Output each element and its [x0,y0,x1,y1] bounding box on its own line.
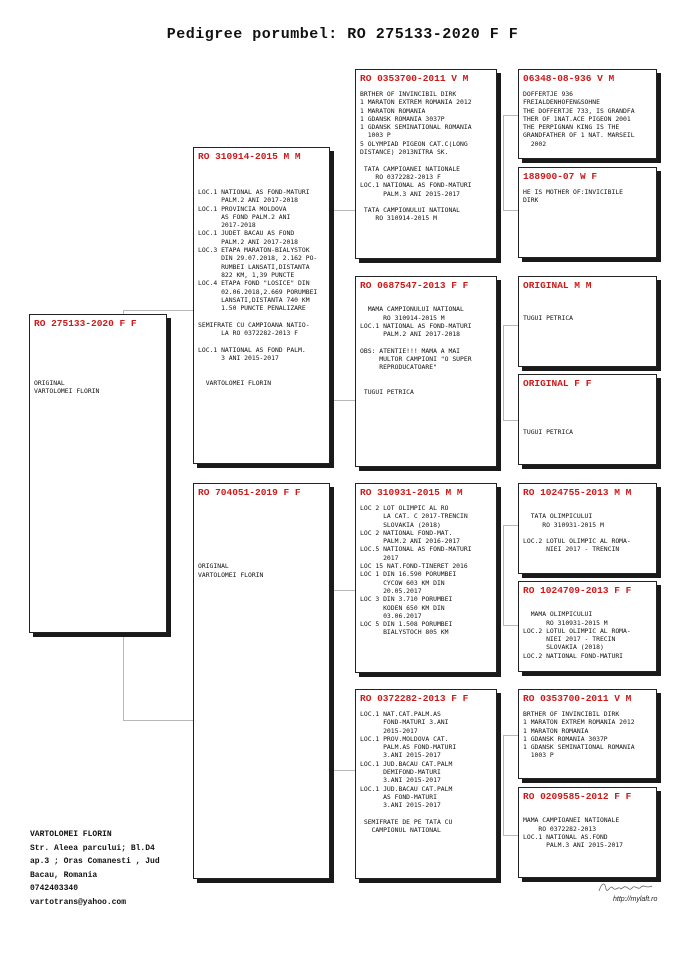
ring-number: RO 1024755-2013 M M [523,487,632,498]
pedigree-notes: DOFFERTJE 936 FREIALDENHOFEN&SOHNE THE DOFFERTJE 733, IS GRANDFA THER OF 1NAT.ACE PIGEON 2001 THE PERPIGNAN KING IS THE GRANDFATHER OF 1 NAT. MARSEIL 2002 [523,90,635,148]
connector-line [503,625,518,626]
brand-url: http://mylaft.ro [613,896,658,903]
pigeon-card-gen3-6 [518,581,657,672]
pigeon-card-gen3-5 [518,483,657,574]
pedigree-notes: ORIGINAL VARTOLOMEI FLORIN [34,379,100,396]
pigeon-card-gen3-3 [518,276,657,367]
signature-logo [596,880,656,896]
ring-number: RO 0353700-2011 V M [360,73,469,84]
ring-number: RO 1024709-2013 F F [523,585,632,596]
pigeon-card-dam-dam [355,689,497,879]
pedigree-notes: BRTHER OF INVINCIBIL DIRK 1 MARATON EXTREM ROMANIA 2012 1 MARATON ROMANIA 1 GDANSK ROMANIA 3037P 1 GDANSK SEMINATIONAL ROMANIA 1003 P 5 OLYMPIAD PIGEON CAT.C(LONG DISTANCE) 2013NITRA SK. TATA CAMPIOANEI NATIONALE RO 0372282-2013 F LOC.1 NATIONAL AS FOND-MATURI PALM.3 ANI 2015-2017 TATA CAMPIONULUI NATIONAL RO 310914-2015 M [360,90,472,223]
pedigree-notes: HE IS MOTHER OF:INVICIBILE DIRK [523,188,624,205]
owner-email: vartotrans@yahoo.com [30,897,127,907]
pedigree-notes: MAMA OLIMPICULUI RO 310931-2015 M LOC.2 LOTUL OLIMPIC AL ROMA- NIEI 2017 - TRECIN SLOVAKIA (2018) LOC.2 NATIONAL FOND-MATURI [523,610,631,660]
owner-phone: 0742403340 [30,884,79,893]
owner-address-line: Bacau, Romania [30,870,98,880]
pedigree-notes: ORIGINAL VARTOLOMEI FLORIN [198,562,264,579]
connector-line [330,770,355,771]
pigeon-card-subject [29,314,167,633]
connector-line [330,590,355,591]
connector-line [123,310,193,311]
pedigree-notes: LOC.1 NAT.CAT.PALM.AS FOND-MATURI 3.ANI 2015-2017 LOC.1 PROV.MOLDOVA CAT. PALM.AS FOND-MATURI 3.ANI 2015-2017 LOC.1 JUD.BACAU CAT.PALM DEMIFOND-MATURI 3.ANI 2015-2017 LOC.1 JUD.BACAU CAT.PALM AS FOND-MATURI 3.ANI 2015-2017 SEMIFRATE DE PE TATA CU CAMPIONUL NATIONAL [360,710,457,835]
connector-line [330,590,331,770]
ring-number: 06348-08-936 V M [523,73,615,84]
ring-number: RO 275133-2020 F F [34,318,137,329]
ring-number: RO 0209585-2012 F F [523,791,632,802]
connector-line [503,835,518,836]
connector-line [330,210,331,400]
pigeon-card-sire-dam [355,276,497,467]
pedigree-notes: MAMA CAMPIONULUI NATIONAL RO 310914-2015 M LOC.1 NATIONAL AS FOND-MATURI PALM.2 ANI 2017-2018 OBS: ATENTIE!!! MAMA A MAI MULTOR CAMPIONI "O SUPER REPRODUCATOARE" TUGUI PETRICA [360,305,472,397]
connector-line [503,735,504,835]
pedigree-notes: BRTHER OF INVINCIBIL DIRK 1 MARATON EXTREM ROMANIA 2012 1 MARATON ROMANIA 1 GDANSK ROMANIA 3037P 1 GDANSK SEMINATIONAL ROMANIA 1003 P [523,710,635,760]
pedigree-notes: TUGUI PETRICA [523,313,574,322]
ring-number: RO 310931-2015 M M [360,487,463,498]
connector-line [503,420,518,421]
pedigree-notes: LOC 2 LOT OLIMPIC AL RO LA CAT. C 2017-TRENCIN SLOVAKIA (2018) LOC 2 NATIONAL FOND-MAT. PALM.2 ANI 2016-2017 LOC.5 NATIONAL AS FOND-MATURI 2017 LOC 15 NAT.FOND-TINERET 2016 LOC 1 DIN 16.590 PORUMBEI CYCOW 603 KM DIN 20.05.2017 LOC 3 DIN 3.710 PORUMBEI KODEN 650 KM DIN 03.06.2017 LOC 5 DIN 1.508 PORUMBEI BIALYSTOCH 805 KM [360,504,472,637]
connector-line [503,325,518,326]
pedigree-notes: TUGUI PETRICA [523,428,574,437]
connector-line [503,525,518,526]
pigeon-card-dam-sire [355,483,497,673]
connector-line [330,210,355,211]
pigeon-card-gen3-2 [518,167,657,258]
ring-number: RO 310914-2015 M M [198,151,301,162]
ring-number: RO 0687547-2013 F F [360,280,469,291]
pigeon-card-gen3-8 [518,787,657,878]
connector-line [123,720,193,721]
ring-number: RO 704051-2019 F F [198,487,301,498]
owner-address-line: ap.3 ; Oras Comanesti , Jud [30,857,160,866]
connector-line [503,735,518,736]
pigeon-card-sire-sire [355,69,497,259]
connector-line [503,325,504,420]
ring-number: ORIGINAL M M [523,280,592,291]
connector-line [330,400,355,401]
pigeon-card-gen3-1 [518,69,657,159]
ring-number: RO 0372282-2013 F F [360,693,469,704]
pigeon-card-gen3-4 [518,374,657,465]
pigeon-card-gen3-7 [518,689,657,779]
connector-line [503,210,518,211]
pigeon-card-dam [193,483,330,879]
ring-number: 188900-07 W F [523,171,598,182]
ring-number: RO 0353700-2011 V M [523,693,632,704]
connector-line [503,115,518,116]
pigeon-card-sire [193,147,330,464]
owner-info [30,828,160,909]
pedigree-notes: LOC.1 NATIONAL AS FOND-MATURI PALM.2 ANI 2017-2018 LOC.1 PROVINCIA MOLDOVA AS FOND PALM.2 ANI 2017-2018 LOC.1 JUDET BACAU AS FOND PALM.2 ANI 2017-2018 LOC.3 ETAPA MARATON-BIALYSTOK DIN 29.07.2018, 2.162 PO- RUMBEI LANSATI,DISTANTA 822 KM, 1,39 PUNCTE LOC.4 ETAPA FOND "LOSICE" DIN 02.06.2018,2.669 PORUMBEI LANSATI,DISTANTA 740 KM 1.50 PUNCTE PENALIZARE SEMIFRATE CU CAMPIOANA NATIO- LA RO 0372282-2013 F LOC.1 NATIONAL AS FOND PALM. 3 ANI 2015-2017 VARTOLOMEI FLORIN [198,188,318,387]
owner-address-line: Str. Aleea parcului; Bl.D4 [30,843,155,853]
pedigree-notes: TATA OLIMPICULUI RO 310931-2015 M LOC.2 LOTUL OLIMPIC AL ROMA- NIEI 2017 - TRENCIN [523,512,631,554]
connector-line [503,525,504,625]
page-title: Pedigree porumbel: RO 275133-2020 F F [166,26,519,43]
pedigree-notes: MAMA CAMPIOANEI NATIONALE RO 0372282-2013 LOC.1 NATIONAL AS.FOND PALM.3 ANI 2015-2017 [523,816,624,850]
owner-name: VARTOLOMEI FLORIN [30,830,112,839]
connector-line [503,115,504,210]
ring-number: ORIGINAL F F [523,378,592,389]
